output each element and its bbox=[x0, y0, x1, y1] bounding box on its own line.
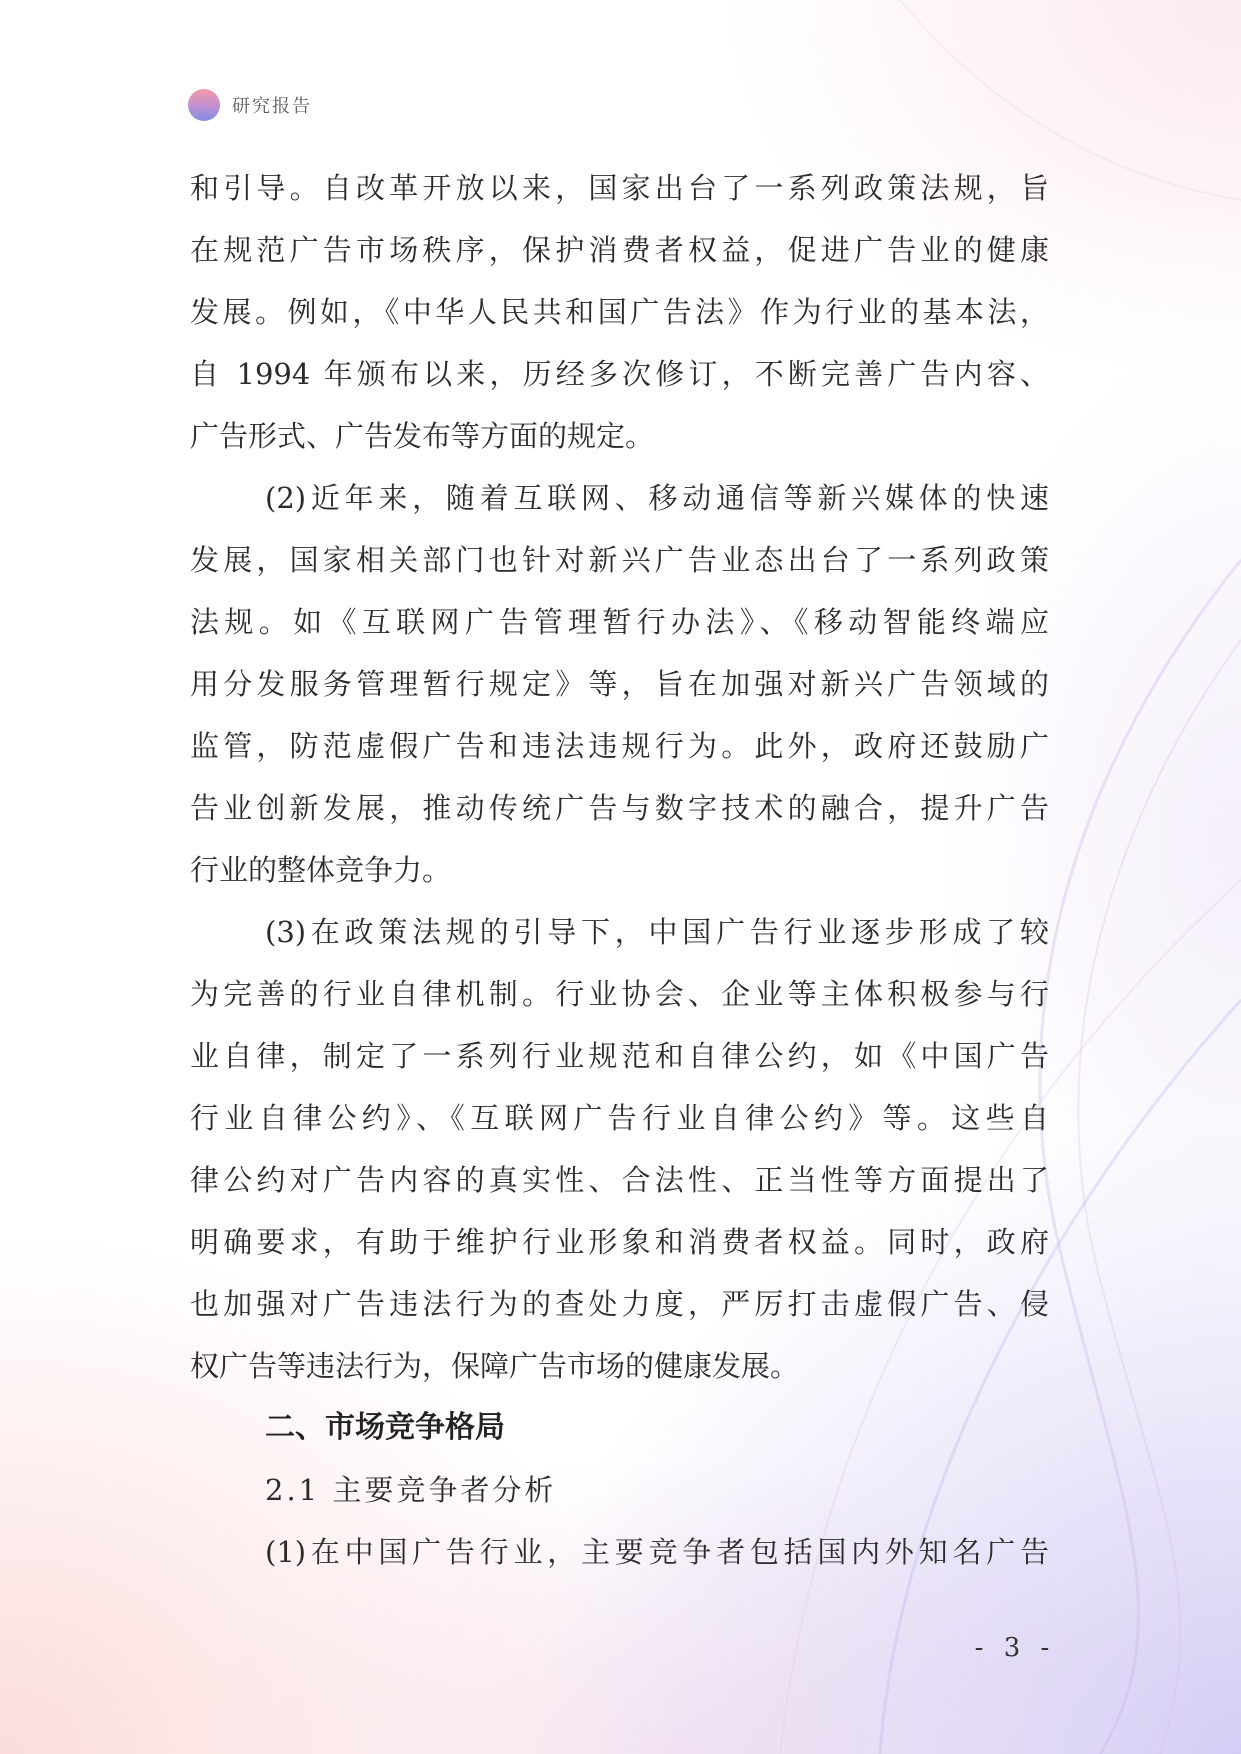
paragraph bbox=[190, 157, 1049, 467]
text-line: 发展，国家相关部门也针对新兴广告业态出台了一系列政策 bbox=[190, 543, 1049, 577]
text-line: 权广告等违法行为，保障广告市场的健康发展。 bbox=[190, 1349, 800, 1383]
paragraph bbox=[190, 901, 1049, 1397]
header-label: 研究报告 bbox=[232, 96, 312, 117]
section-subheading: 2.1 主要竞争者分析 bbox=[265, 1473, 557, 1507]
page-number: - 3 - bbox=[974, 1633, 1056, 1663]
text-line: 为完善的行业自律机制。行业协会、企业等主体积极参与行 bbox=[190, 977, 1049, 1011]
text-line: 监管，防范虚假广告和违法违规行为。此外，政府还鼓励广 bbox=[190, 729, 1049, 763]
text-line: 律公约对广告内容的真实性、合法性、正当性等方面提出了 bbox=[190, 1163, 1049, 1197]
document-body bbox=[190, 157, 1049, 1583]
report-header bbox=[188, 88, 312, 122]
text-line: 行业自律公约》、《互联网广告行业自律公约》等。这些自 bbox=[190, 1101, 1049, 1135]
text-line: 法规。如《互联网广告管理暂行办法》、《移动智能终端应 bbox=[190, 605, 1049, 639]
text-line: 明确要求，有助于维护行业形象和消费者权益。同时，政府 bbox=[190, 1225, 1049, 1259]
paragraph bbox=[190, 467, 1049, 901]
logo-circle-icon bbox=[188, 89, 220, 121]
text-line: 行业的整体竞争力。 bbox=[190, 853, 452, 887]
text-line: 也加强对广告违法行为的查处力度，严厉打击虚假广告、侵 bbox=[190, 1287, 1049, 1321]
text-line: 和引导。自改革开放以来，国家出台了一系列政策法规，旨 bbox=[190, 171, 1049, 205]
text-line: (2)近年来，随着互联网、移动通信等新兴媒体的快速 bbox=[265, 481, 1049, 515]
text-line: 发展。例如，《中华人民共和国广告法》作为行业的基本法， bbox=[190, 295, 1049, 329]
text-line: 广告形式、广告发布等方面的规定。 bbox=[190, 419, 655, 453]
section-heading: 二、市场竞争格局 bbox=[265, 1410, 505, 1445]
text-line: 用分发服务管理暂行规定》等，旨在加强对新兴广告领域的 bbox=[190, 667, 1049, 701]
text-line: 告业创新发展，推动传统广告与数字技术的融合，提升广告 bbox=[190, 791, 1049, 825]
text-line: (3)在政策法规的引导下，中国广告行业逐步形成了较 bbox=[265, 915, 1049, 949]
text-line: 业自律，制定了一系列行业规范和自律公约，如《中国广告 bbox=[190, 1039, 1049, 1073]
text-line: (1)在中国广告行业，主要竞争者包括国内外知名广告 bbox=[265, 1535, 1049, 1569]
text-line: 自 1994 年颁布以来，历经多次修订，不断完善广告内容、 bbox=[190, 357, 1049, 391]
text-line: 在规范广告市场秩序，保护消费者权益，促进广告业的健康 bbox=[190, 233, 1049, 267]
